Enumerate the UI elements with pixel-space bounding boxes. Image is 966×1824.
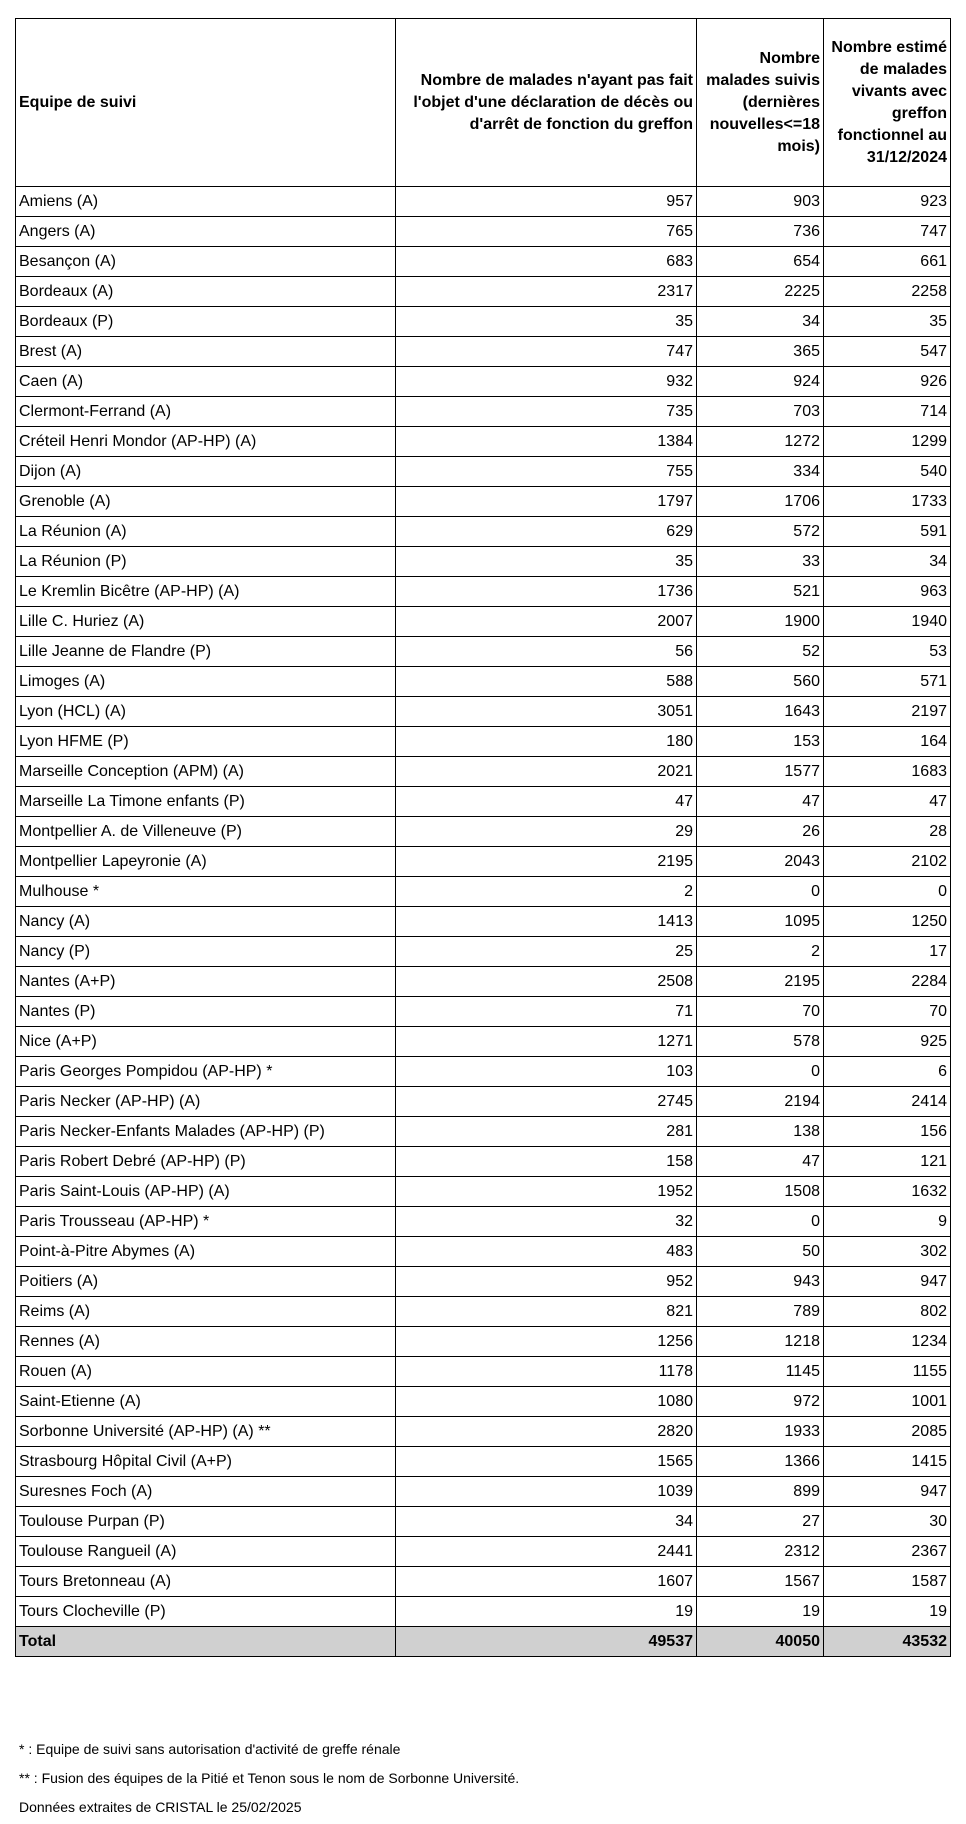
not-declared-cell: 1178 xyxy=(396,1357,697,1387)
followed-cell: 572 xyxy=(697,517,824,547)
team-name-cell: Lyon (HCL) (A) xyxy=(16,697,396,727)
estimated-living-cell: 35 xyxy=(824,307,951,337)
followed-cell: 2312 xyxy=(697,1537,824,1567)
team-name-cell: Bordeaux (P) xyxy=(16,307,396,337)
header-patients-followed: Nombre malades suivis (dernières nouvelles<=18 mois) xyxy=(697,19,824,187)
team-name-cell: Reims (A) xyxy=(16,1297,396,1327)
team-name-cell: Paris Saint-Louis (AP-HP) (A) xyxy=(16,1177,396,1207)
estimated-living-cell: 747 xyxy=(824,217,951,247)
team-name-cell: Montpellier Lapeyronie (A) xyxy=(16,847,396,877)
followed-cell: 153 xyxy=(697,727,824,757)
team-name-cell: Nice (A+P) xyxy=(16,1027,396,1057)
team-name-cell: Angers (A) xyxy=(16,217,396,247)
not-declared-cell: 1271 xyxy=(396,1027,697,1057)
followed-cell: 2225 xyxy=(697,277,824,307)
followed-cell: 521 xyxy=(697,577,824,607)
followed-cell: 0 xyxy=(697,1207,824,1237)
not-declared-cell: 932 xyxy=(396,367,697,397)
followed-cell: 736 xyxy=(697,217,824,247)
not-declared-cell: 180 xyxy=(396,727,697,757)
table-row xyxy=(16,667,951,697)
followed-cell: 1706 xyxy=(697,487,824,517)
not-declared-cell: 56 xyxy=(396,637,697,667)
team-name-cell: Marseille Conception (APM) (A) xyxy=(16,757,396,787)
table-row xyxy=(16,937,951,967)
estimated-living-cell: 53 xyxy=(824,637,951,667)
total-estimated-living: 43532 xyxy=(824,1627,951,1657)
not-declared-cell: 71 xyxy=(396,997,697,1027)
followed-cell: 903 xyxy=(697,187,824,217)
table-row xyxy=(16,337,951,367)
table-row xyxy=(16,397,951,427)
team-name-cell: Nancy (P) xyxy=(16,937,396,967)
followed-cell: 1643 xyxy=(697,697,824,727)
not-declared-cell: 1565 xyxy=(396,1447,697,1477)
table-row xyxy=(16,1597,951,1627)
followed-cell: 47 xyxy=(697,787,824,817)
estimated-living-cell: 28 xyxy=(824,817,951,847)
followed-cell: 365 xyxy=(697,337,824,367)
table-row xyxy=(16,757,951,787)
table-row xyxy=(16,997,951,1027)
estimated-living-cell: 2367 xyxy=(824,1537,951,1567)
followed-cell: 1366 xyxy=(697,1447,824,1477)
not-declared-cell: 158 xyxy=(396,1147,697,1177)
followed-cell: 2043 xyxy=(697,847,824,877)
followed-cell: 972 xyxy=(697,1387,824,1417)
table-row xyxy=(16,967,951,997)
table-row xyxy=(16,1177,951,1207)
table-row xyxy=(16,697,951,727)
estimated-living-cell: 2258 xyxy=(824,277,951,307)
followed-cell: 1508 xyxy=(697,1177,824,1207)
followed-cell: 52 xyxy=(697,637,824,667)
table-row xyxy=(16,1237,951,1267)
estimated-living-cell: 47 xyxy=(824,787,951,817)
not-declared-cell: 952 xyxy=(396,1267,697,1297)
not-declared-cell: 19 xyxy=(396,1597,697,1627)
not-declared-cell: 32 xyxy=(396,1207,697,1237)
not-declared-cell: 34 xyxy=(396,1507,697,1537)
not-declared-cell: 2820 xyxy=(396,1417,697,1447)
table-row xyxy=(16,307,951,337)
not-declared-cell: 1797 xyxy=(396,487,697,517)
team-name-cell: Paris Georges Pompidou (AP-HP) * xyxy=(16,1057,396,1087)
followed-cell: 924 xyxy=(697,367,824,397)
estimated-living-cell: 802 xyxy=(824,1297,951,1327)
table-row xyxy=(16,577,951,607)
not-declared-cell: 2317 xyxy=(396,277,697,307)
team-name-cell: Mulhouse * xyxy=(16,877,396,907)
followed-cell: 703 xyxy=(697,397,824,427)
team-name-cell: Rouen (A) xyxy=(16,1357,396,1387)
header-team: Equipe de suivi xyxy=(16,19,396,187)
followed-cell: 50 xyxy=(697,1237,824,1267)
followed-cell: 27 xyxy=(697,1507,824,1537)
total-label: Total xyxy=(16,1627,396,1657)
followed-cell: 26 xyxy=(697,817,824,847)
not-declared-cell: 2441 xyxy=(396,1537,697,1567)
team-name-cell: Strasbourg Hôpital Civil (A+P) xyxy=(16,1447,396,1477)
table-row xyxy=(16,877,951,907)
team-name-cell: Paris Necker (AP-HP) (A) xyxy=(16,1087,396,1117)
not-declared-cell: 2745 xyxy=(396,1087,697,1117)
followed-cell: 1218 xyxy=(697,1327,824,1357)
followed-cell: 19 xyxy=(697,1597,824,1627)
not-declared-cell: 47 xyxy=(396,787,697,817)
estimated-living-cell: 19 xyxy=(824,1597,951,1627)
footnotes xyxy=(19,1735,519,1822)
not-declared-cell: 821 xyxy=(396,1297,697,1327)
team-name-cell: Lille C. Huriez (A) xyxy=(16,607,396,637)
estimated-living-cell: 1733 xyxy=(824,487,951,517)
not-declared-cell: 1384 xyxy=(396,427,697,457)
followed-cell: 1577 xyxy=(697,757,824,787)
not-declared-cell: 629 xyxy=(396,517,697,547)
not-declared-cell: 35 xyxy=(396,547,697,577)
table-row xyxy=(16,367,951,397)
table-row xyxy=(16,1417,951,1447)
estimated-living-cell: 2197 xyxy=(824,697,951,727)
not-declared-cell: 29 xyxy=(396,817,697,847)
estimated-living-cell: 30 xyxy=(824,1507,951,1537)
team-name-cell: Créteil Henri Mondor (AP-HP) (A) xyxy=(16,427,396,457)
not-declared-cell: 281 xyxy=(396,1117,697,1147)
not-declared-cell: 1080 xyxy=(396,1387,697,1417)
followed-cell: 138 xyxy=(697,1117,824,1147)
followed-cell: 0 xyxy=(697,1057,824,1087)
table-row xyxy=(16,1537,951,1567)
total-row xyxy=(16,1627,951,1657)
not-declared-cell: 1256 xyxy=(396,1327,697,1357)
estimated-living-cell: 17 xyxy=(824,937,951,967)
team-name-cell: Limoges (A) xyxy=(16,667,396,697)
not-declared-cell: 747 xyxy=(396,337,697,367)
not-declared-cell: 1607 xyxy=(396,1567,697,1597)
table-row xyxy=(16,607,951,637)
estimated-living-cell: 571 xyxy=(824,667,951,697)
estimated-living-cell: 302 xyxy=(824,1237,951,1267)
data-table-container xyxy=(15,18,951,1657)
table-row xyxy=(16,637,951,667)
estimated-living-cell: 1234 xyxy=(824,1327,951,1357)
header-patients-not-declared: Nombre de malades n'ayant pas fait l'objet d'une déclaration de décès ou d'arrêt de fonction du greffon xyxy=(396,19,697,187)
not-declared-cell: 2 xyxy=(396,877,697,907)
estimated-living-cell: 1415 xyxy=(824,1447,951,1477)
table-row xyxy=(16,1057,951,1087)
followed-cell: 2195 xyxy=(697,967,824,997)
table-row xyxy=(16,187,951,217)
followed-cell: 2 xyxy=(697,937,824,967)
team-name-cell: Amiens (A) xyxy=(16,187,396,217)
not-declared-cell: 683 xyxy=(396,247,697,277)
table-row xyxy=(16,727,951,757)
data-source-note: Données extraites de CRISTAL le 25/02/2025 xyxy=(19,1799,302,1815)
not-declared-cell: 1952 xyxy=(396,1177,697,1207)
total-followed: 40050 xyxy=(697,1627,824,1657)
table-row xyxy=(16,1147,951,1177)
followed-cell: 0 xyxy=(697,877,824,907)
table-row xyxy=(16,217,951,247)
footnote-double-star: ** : Fusion des équipes de la Pitié et Tenon sous le nom de Sorbonne Université. xyxy=(19,1770,520,1786)
team-name-cell: Rennes (A) xyxy=(16,1327,396,1357)
estimated-living-cell: 2284 xyxy=(824,967,951,997)
table-row xyxy=(16,787,951,817)
followed-cell: 1095 xyxy=(697,907,824,937)
followed-cell: 899 xyxy=(697,1477,824,1507)
team-name-cell: Tours Clocheville (P) xyxy=(16,1597,396,1627)
estimated-living-cell: 1587 xyxy=(824,1567,951,1597)
estimated-living-cell: 121 xyxy=(824,1147,951,1177)
estimated-living-cell: 925 xyxy=(824,1027,951,1057)
followed-cell: 1933 xyxy=(697,1417,824,1447)
not-declared-cell: 1039 xyxy=(396,1477,697,1507)
table-row xyxy=(16,277,951,307)
table-row xyxy=(16,1297,951,1327)
not-declared-cell: 25 xyxy=(396,937,697,967)
team-name-cell: Dijon (A) xyxy=(16,457,396,487)
estimated-living-cell: 926 xyxy=(824,367,951,397)
table-row xyxy=(16,547,951,577)
table-row xyxy=(16,247,951,277)
estimated-living-cell: 923 xyxy=(824,187,951,217)
team-name-cell: Brest (A) xyxy=(16,337,396,367)
followed-cell: 1900 xyxy=(697,607,824,637)
team-name-cell: Bordeaux (A) xyxy=(16,277,396,307)
estimated-living-cell: 1940 xyxy=(824,607,951,637)
estimated-living-cell: 70 xyxy=(824,997,951,1027)
team-name-cell: Toulouse Purpan (P) xyxy=(16,1507,396,1537)
team-name-cell: Point-à-Pitre Abymes (A) xyxy=(16,1237,396,1267)
not-declared-cell: 2021 xyxy=(396,757,697,787)
followed-cell: 47 xyxy=(697,1147,824,1177)
estimated-living-cell: 1632 xyxy=(824,1177,951,1207)
table-row xyxy=(16,1327,951,1357)
not-declared-cell: 755 xyxy=(396,457,697,487)
follow-up-teams-table xyxy=(15,18,951,1657)
table-row xyxy=(16,1387,951,1417)
table-row xyxy=(16,487,951,517)
estimated-living-cell: 661 xyxy=(824,247,951,277)
team-name-cell: Saint-Etienne (A) xyxy=(16,1387,396,1417)
not-declared-cell: 957 xyxy=(396,187,697,217)
estimated-living-cell: 947 xyxy=(824,1267,951,1297)
team-name-cell: Tours Bretonneau (A) xyxy=(16,1567,396,1597)
table-row xyxy=(16,1447,951,1477)
followed-cell: 1567 xyxy=(697,1567,824,1597)
table-row xyxy=(16,1357,951,1387)
not-declared-cell: 2508 xyxy=(396,967,697,997)
followed-cell: 1272 xyxy=(697,427,824,457)
team-name-cell: Besançon (A) xyxy=(16,247,396,277)
followed-cell: 33 xyxy=(697,547,824,577)
estimated-living-cell: 1001 xyxy=(824,1387,951,1417)
followed-cell: 2194 xyxy=(697,1087,824,1117)
estimated-living-cell: 1155 xyxy=(824,1357,951,1387)
table-row xyxy=(16,1567,951,1597)
not-declared-cell: 2007 xyxy=(396,607,697,637)
estimated-living-cell: 714 xyxy=(824,397,951,427)
followed-cell: 334 xyxy=(697,457,824,487)
team-name-cell: Paris Robert Debré (AP-HP) (P) xyxy=(16,1147,396,1177)
team-name-cell: Sorbonne Université (AP-HP) (A) ** xyxy=(16,1417,396,1447)
followed-cell: 654 xyxy=(697,247,824,277)
not-declared-cell: 765 xyxy=(396,217,697,247)
estimated-living-cell: 540 xyxy=(824,457,951,487)
estimated-living-cell: 2414 xyxy=(824,1087,951,1117)
estimated-living-cell: 34 xyxy=(824,547,951,577)
header-row xyxy=(16,19,951,187)
estimated-living-cell: 963 xyxy=(824,577,951,607)
not-declared-cell: 483 xyxy=(396,1237,697,1267)
table-row xyxy=(16,457,951,487)
estimated-living-cell: 6 xyxy=(824,1057,951,1087)
table-row xyxy=(16,1477,951,1507)
followed-cell: 943 xyxy=(697,1267,824,1297)
team-name-cell: Paris Trousseau (AP-HP) * xyxy=(16,1207,396,1237)
table-row xyxy=(16,847,951,877)
team-name-cell: Nancy (A) xyxy=(16,907,396,937)
team-name-cell: La Réunion (P) xyxy=(16,547,396,577)
estimated-living-cell: 9 xyxy=(824,1207,951,1237)
table-row xyxy=(16,1267,951,1297)
estimated-living-cell: 1250 xyxy=(824,907,951,937)
total-not-declared: 49537 xyxy=(396,1627,697,1657)
followed-cell: 1145 xyxy=(697,1357,824,1387)
not-declared-cell: 1413 xyxy=(396,907,697,937)
estimated-living-cell: 591 xyxy=(824,517,951,547)
header-estimated-living: Nombre estimé de malades vivants avec greffon fonctionnel au 31/12/2024 xyxy=(824,19,951,187)
team-name-cell: Lille Jeanne de Flandre (P) xyxy=(16,637,396,667)
not-declared-cell: 3051 xyxy=(396,697,697,727)
table-row xyxy=(16,1207,951,1237)
team-name-cell: La Réunion (A) xyxy=(16,517,396,547)
followed-cell: 70 xyxy=(697,997,824,1027)
followed-cell: 578 xyxy=(697,1027,824,1057)
estimated-living-cell: 156 xyxy=(824,1117,951,1147)
team-name-cell: Nantes (A+P) xyxy=(16,967,396,997)
team-name-cell: Clermont-Ferrand (A) xyxy=(16,397,396,427)
estimated-living-cell: 1299 xyxy=(824,427,951,457)
table-row xyxy=(16,427,951,457)
estimated-living-cell: 0 xyxy=(824,877,951,907)
estimated-living-cell: 164 xyxy=(824,727,951,757)
not-declared-cell: 103 xyxy=(396,1057,697,1087)
team-name-cell: Paris Necker-Enfants Malades (AP-HP) (P) xyxy=(16,1117,396,1147)
footnote-single-star: * : Equipe de suivi sans autorisation d'activité de greffe rénale xyxy=(19,1741,401,1757)
not-declared-cell: 588 xyxy=(396,667,697,697)
estimated-living-cell: 947 xyxy=(824,1477,951,1507)
table-row xyxy=(16,1087,951,1117)
table-row xyxy=(16,517,951,547)
table-row xyxy=(16,1117,951,1147)
team-name-cell: Grenoble (A) xyxy=(16,487,396,517)
table-row xyxy=(16,1507,951,1537)
followed-cell: 34 xyxy=(697,307,824,337)
table-body xyxy=(16,187,951,1627)
estimated-living-cell: 547 xyxy=(824,337,951,367)
team-name-cell: Toulouse Rangueil (A) xyxy=(16,1537,396,1567)
team-name-cell: Montpellier A. de Villeneuve (P) xyxy=(16,817,396,847)
estimated-living-cell: 2102 xyxy=(824,847,951,877)
team-name-cell: Nantes (P) xyxy=(16,997,396,1027)
followed-cell: 560 xyxy=(697,667,824,697)
team-name-cell: Lyon HFME (P) xyxy=(16,727,396,757)
estimated-living-cell: 1683 xyxy=(824,757,951,787)
estimated-living-cell: 2085 xyxy=(824,1417,951,1447)
table-row xyxy=(16,1027,951,1057)
table-row xyxy=(16,907,951,937)
team-name-cell: Poitiers (A) xyxy=(16,1267,396,1297)
team-name-cell: Caen (A) xyxy=(16,367,396,397)
not-declared-cell: 735 xyxy=(396,397,697,427)
not-declared-cell: 2195 xyxy=(396,847,697,877)
table-row xyxy=(16,817,951,847)
followed-cell: 789 xyxy=(697,1297,824,1327)
team-name-cell: Suresnes Foch (A) xyxy=(16,1477,396,1507)
not-declared-cell: 35 xyxy=(396,307,697,337)
team-name-cell: Le Kremlin Bicêtre (AP-HP) (A) xyxy=(16,577,396,607)
not-declared-cell: 1736 xyxy=(396,577,697,607)
team-name-cell: Marseille La Timone enfants (P) xyxy=(16,787,396,817)
